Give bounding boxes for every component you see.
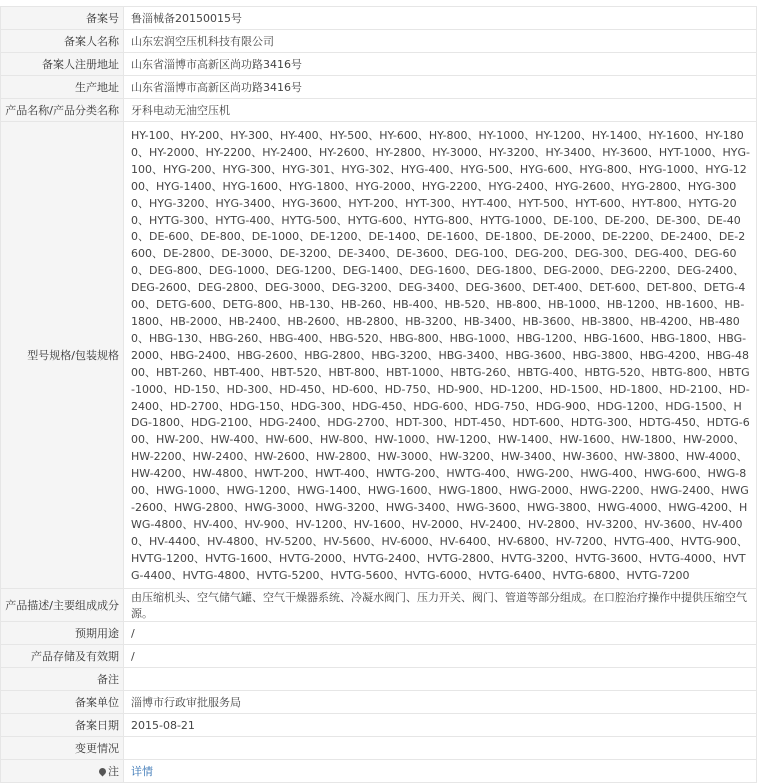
note-label-cell bbox=[1, 760, 124, 783]
record-no-value: 鲁淄械备20150015号 bbox=[124, 7, 757, 30]
description-label: 产品描述/主要组成成分 bbox=[1, 589, 124, 622]
row-models bbox=[1, 122, 757, 589]
product-name-label: 产品名称/产品分类名称 bbox=[1, 99, 124, 122]
models-label: 型号规格/包装规格 bbox=[1, 122, 124, 589]
row-record-no bbox=[1, 7, 757, 30]
note-label: 注 bbox=[108, 765, 119, 779]
row-note bbox=[1, 760, 757, 783]
note-value-cell bbox=[124, 760, 757, 783]
date-label: 备案日期 bbox=[1, 714, 124, 737]
remark-label: 备注 bbox=[1, 668, 124, 691]
details-link[interactable]: 详情 bbox=[131, 765, 153, 779]
unit-label: 备案单位 bbox=[1, 691, 124, 714]
storage-value: / bbox=[124, 645, 757, 668]
remark-value bbox=[124, 668, 757, 691]
reg-address-label: 备案人注册地址 bbox=[1, 53, 124, 76]
record-table bbox=[0, 6, 757, 783]
intended-use-label: 预期用途 bbox=[1, 622, 124, 645]
prod-address-label: 生产地址 bbox=[1, 76, 124, 99]
record-no-label: 备案号 bbox=[1, 7, 124, 30]
changes-label: 变更情况 bbox=[1, 737, 124, 760]
product-name-value: 牙科电动无油空压机 bbox=[124, 99, 757, 122]
applicant-value: 山东宏润空压机科技有限公司 bbox=[124, 30, 757, 53]
intended-use-value: / bbox=[124, 622, 757, 645]
record-detail bbox=[0, 6, 757, 783]
row-changes bbox=[1, 737, 757, 760]
row-reg-address bbox=[1, 53, 757, 76]
map-pin-icon bbox=[98, 767, 108, 777]
row-prod-address bbox=[1, 76, 757, 99]
storage-label: 产品存储及有效期 bbox=[1, 645, 124, 668]
row-applicant bbox=[1, 30, 757, 53]
description-value: 由压缩机头、空气储气罐、空气干燥器系统、冷凝水阀门、压力开关、阀门、管道等部分组成。在口腔治疗操作中提供压缩空气源。 bbox=[124, 589, 757, 622]
row-date bbox=[1, 714, 757, 737]
row-product-name bbox=[1, 99, 757, 122]
changes-value bbox=[124, 737, 757, 760]
row-description bbox=[1, 589, 757, 622]
unit-value: 淄博市行政审批服务局 bbox=[124, 691, 757, 714]
row-intended-use bbox=[1, 622, 757, 645]
row-unit bbox=[1, 691, 757, 714]
applicant-label: 备案人名称 bbox=[1, 30, 124, 53]
prod-address-value: 山东省淄博市高新区尚功路3416号 bbox=[124, 76, 757, 99]
reg-address-value: 山东省淄博市高新区尚功路3416号 bbox=[124, 53, 757, 76]
models-value: HY-100、HY-200、HY-300、HY-400、HY-500、HY-600、HY-800、HY-1000、HY-1200、HY-1400、HY-1600、HY-1800、HY-2000、HY-2200、HY-2400、HY-2600、HY-2800、HY-3000、HY-3200、HY-3400、HY-3600、HYT-1000、HYG-100、HYG-200、HYG-300、HYG-301、HYG-302、HYG-400、HYG-500、HYG-600、HYG-800、HYG-1000、HYG-1200、HYG-1400、HYG-1600、HYG-1800、HYG-2000、HYG-2200、HYG-2400、HYG-2600、HYG-2800、HYG-3000、HYG-3200、HYG-3400、HYG-3600、HYT-200、HYT-300、HYT-400、HYT-500、HYT-600、HYT-800、HYTG-200、HYTG-300、HYTG-400、HYTG-500、HYTG-600、HYTG-800、HYTG-1000、DE-100、DE-200、DE-300、DE-400、DE-600、DE-800、DE-1000、DE-1200、DE-1400、DE-1600、DE-1800、DE-2000、DE-2200、DE-2400、DE-2600、DE-2800、DE-3000、DE-3200、DE-3400、DE-3600、DEG-100、DEG-200、DEG-300、DEG-400、DEG-600、DEG-800、DEG-1000、DEG-1200、DEG-1400、DEG-1600、DEG-1800、DEG-2000、DEG-2200、DEG-2400、DEG-2600、DEG-2800、DEG-3000、DEG-3200、DEG-3400、DEG-3600、DET-400、DET-600、DET-800、DETG-400、DETG-600、DETG-800、HB-130、HB-260、HB-400、HB-520、HB-800、HB-1000、HB-1200、HB-1600、HB-1800、HB-2000、HB-2400、HB-2600、HB-2800、HB-3200、HB-3400、HB-3600、HB-3800、HB-4200、HB-4800、HBG-130、HBG-260、HBG-400、HBG-520、HBG-800、HBG-1000、HBG-1200、HBG-1600、HBG-1800、HBG-2000、HBG-2400、HBG-2600、HBG-2800、HBG-3200、HBG-3400、HBG-3600、HBG-3800、HBG-4200、HBG-4800、HBT-260、HBT-400、HBT-520、HBT-800、HBT-1000、HBTG-260、HBTG-400、HBTG-520、HBTG-800、HBTG-1000、HD-150、HD-300、HD-450、HD-600、HD-750、HD-900、HD-1200、HD-1500、HD-1800、HD-2100、HD-2400、HD-2700、HDG-150、HDG-300、HDG-450、HDG-600、HDG-750、HDG-900、HDG-1200、HDG-1500、HDG-1800、HDG-2100、HDG-2400、HDG-2700、HDT-300、HDT-450、HDT-600、HDTG-300、HDTG-450、HDTG-600、HW-200、HW-400、HW-600、HW-800、HW-1000、HW-1200、HW-1400、HW-1600、HW-1800、HW-2000、HW-2200、HW-2400、HW-2600、HW-2800、HW-3000、HW-3200、HW-3400、HW-3600、HW-3800、HW-4000、HW-4200、HW-4800、HWT-200、HWT-400、HWTG-200、HWTG-400、HWG-200、HWG-400、HWG-600、HWG-800、HWG-1000、HWG-1200、HWG-1400、HWG-1600、HWG-1800、HWG-2000、HWG-2200、HWG-2400、HWG-2600、HWG-2800、HWG-3000、HWG-3200、HWG-3400、HWG-3600、HWG-3800、HWG-4000、HWG-4200、HWG-4800、HV-400、HV-900、HV-1200、HV-1600、HV-2000、HV-2400、HV-2800、HV-3200、HV-3600、HV-4000、HV-4400、HV-4800、HV-5200、HV-5600、HV-6000、HV-6400、HV-6800、HV-7200、HVTG-400、HVTG-900、HVTG-1200、HVTG-1600、HVTG-2000、HVTG-2400、HVTG-2800、HVTG-3200、HVTG-3600、HVTG-4000、HVTG-4400、HVTG-4800、HVTG-5200、HVTG-5600、HVTG-6000、HVTG-6400、HVTG-6800、HVTG-7200 bbox=[124, 122, 757, 589]
row-storage bbox=[1, 645, 757, 668]
row-remark bbox=[1, 668, 757, 691]
date-value: 2015-08-21 bbox=[124, 714, 757, 737]
